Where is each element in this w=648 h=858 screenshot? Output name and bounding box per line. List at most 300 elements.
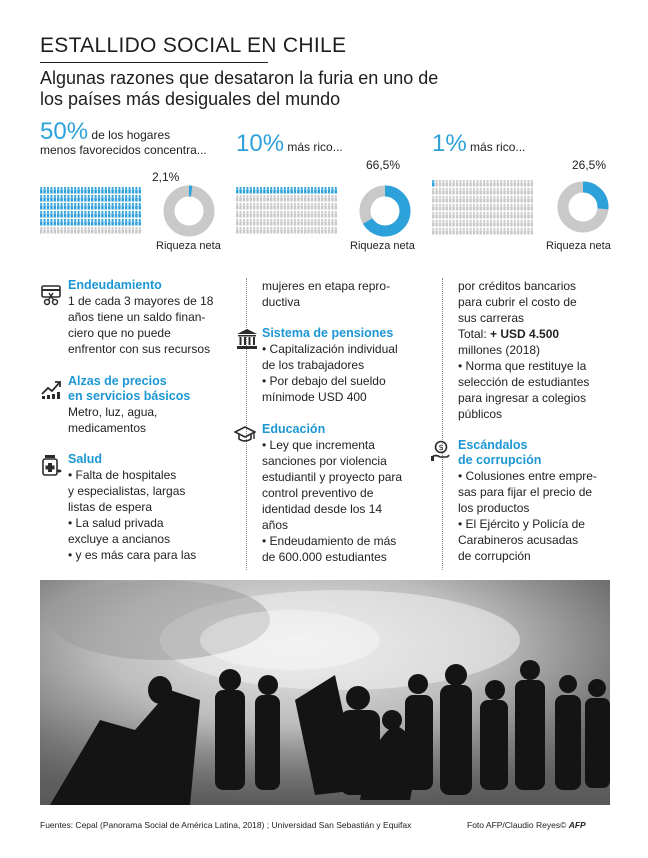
person-icon [115,203,117,210]
person-icon [304,203,306,210]
person-icon [446,180,448,187]
person-icon [135,203,137,210]
person-icon [500,204,502,211]
person-icon [40,211,42,218]
person-icon [260,227,262,234]
person-icon [60,187,62,194]
person-icon [256,211,258,218]
person-icon [435,228,437,235]
person-icon [490,196,492,203]
person-icon [311,203,313,210]
text-line: listas de espera [68,500,153,514]
person-icon [101,227,103,234]
person-icon [273,187,275,194]
person-icon [446,188,448,195]
person-icon [463,228,465,235]
text-line: de corrupción [458,549,531,563]
person-icon [483,180,485,187]
person-icon [267,187,269,194]
page-subtitle: Algunas razones que desataron la furia en uno de los países más desiguales del mundo [40,68,439,109]
person-icon [456,220,458,227]
person-icon [105,227,107,234]
person-icon [328,195,330,202]
text-line: sanciones por violencia [262,454,387,468]
person-icon [260,195,262,202]
person-icon [476,228,478,235]
person-icon [527,212,529,219]
person-icon [88,219,90,226]
person-icon [301,227,303,234]
person-icon [432,180,434,187]
person-icon [527,188,529,195]
person-icon [128,195,130,202]
person-icon [311,195,313,202]
person-icon [493,180,495,187]
person-icon [497,228,499,235]
person-icon [139,195,141,202]
person-icon [321,211,323,218]
text-line: para cubrir el costo de [458,295,577,309]
person-icon [74,211,76,218]
person-icon [81,195,83,202]
person-icon [91,187,93,194]
person-icon [473,220,475,227]
text-line: enfrentor con sus recursos [68,342,211,356]
person-icon [277,211,279,218]
person-icon [263,227,265,234]
person-icon [277,203,279,210]
person-icon [74,187,76,194]
person-icon [43,187,45,194]
person-icon [439,204,441,211]
person-icon [435,180,437,187]
person-icon [527,220,529,227]
person-icon [115,227,117,234]
person-icon [483,196,485,203]
person-icon [439,212,441,219]
person-icon [290,227,292,234]
person-icon [108,211,110,218]
person-icon [446,212,448,219]
person-icon [139,187,141,194]
person-icon [321,227,323,234]
person-icon [256,227,258,234]
person-icon [301,187,303,194]
person-icon [524,220,526,227]
person-icon [469,196,471,203]
person-icon [243,227,245,234]
person-icon [459,212,461,219]
text-line: años tiene un saldo finan- [68,310,206,324]
person-icon [43,203,45,210]
person-icon [324,195,326,202]
person-icon [517,180,519,187]
person-icon [510,196,512,203]
text-line: sus carreras [458,311,525,325]
person-icon [111,219,113,226]
stat-richest-10 [236,130,386,157]
person-icon [483,204,485,211]
person-icon [125,211,127,218]
person-icon [500,212,502,219]
escandalos-heading-1: Escándalos [458,438,528,452]
person-icon [466,220,468,227]
text-line: mujeres en etapa repro- [262,279,391,293]
person-icon [500,180,502,187]
person-icon [459,196,461,203]
person-icon [81,187,83,194]
person-icon [520,188,522,195]
person-icon [466,196,468,203]
person-icon [473,204,475,211]
person-icon [77,211,79,218]
text-line: para ingresar a colegios [458,391,587,405]
person-icon [514,220,516,227]
person-icon [297,203,299,210]
person-icon [91,195,93,202]
person-icon [236,187,238,194]
person-icon [490,204,492,211]
stat-text1: de los hogares [91,128,171,142]
person-icon [71,195,73,202]
person-icon [128,203,130,210]
person-icon [507,220,509,227]
person-icon [531,196,533,203]
person-icon [524,212,526,219]
person-icon [497,188,499,195]
person-icon [108,227,110,234]
person-icon [60,211,62,218]
text-line: de 600.000 estudiantes [262,550,387,564]
person-icon [514,212,516,219]
person-icon [88,211,90,218]
person-icon [476,212,478,219]
person-icon [128,211,130,218]
person-icon [297,219,299,226]
person-icon [267,211,269,218]
person-icon [314,203,316,210]
person-icon [517,188,519,195]
person-icon [510,188,512,195]
person-icon [94,187,96,194]
person-icon [493,228,495,235]
person-icon [260,203,262,210]
person-icon [284,227,286,234]
person-icon [514,196,516,203]
donut-2 [358,184,412,238]
person-icon [50,227,52,234]
person-icon [449,212,451,219]
person-icon [253,195,255,202]
person-icon [91,227,93,234]
person-icon [105,195,107,202]
person-icon [273,219,275,226]
person-icon [118,219,120,226]
person-icon [139,203,141,210]
person-icon [328,203,330,210]
text-line: selección de estudiantes [458,375,590,389]
donut-background [169,191,209,231]
person-icon [132,219,134,226]
person-icon [469,220,471,227]
person-icon [115,219,117,226]
person-icon [135,219,137,226]
person-icon [84,211,86,218]
person-icon [476,196,478,203]
person-icon [318,187,320,194]
person-icon [40,195,42,202]
person-icon [128,219,130,226]
escandalos-heading-2: de corrupción [458,453,542,467]
total-value: + USD 4.500 [490,327,560,341]
person-icon [246,203,248,210]
person-icon [84,187,86,194]
person-icon [432,196,434,203]
person-icon [435,188,437,195]
person-icon [331,203,333,210]
person-icon [111,187,113,194]
person-icon [270,187,272,194]
person-icon [128,187,130,194]
person-icon [64,187,66,194]
person-icon [135,187,137,194]
person-icon [236,227,238,234]
person-icon [40,187,42,194]
person-icon [280,219,282,226]
person-icon [57,187,59,194]
copyright-symbol: © [560,820,567,830]
person-icon [236,219,238,226]
person-icon [442,228,444,235]
person-icon [253,211,255,218]
person-icon [324,227,326,234]
person-icon [132,187,134,194]
person-icon [94,219,96,226]
person-icon [524,180,526,187]
person-icon [246,227,248,234]
person-icon [50,211,52,218]
people-grid-3 [432,180,542,235]
person-icon [280,195,282,202]
text-line: por créditos bancarios [458,279,577,293]
person-icon [304,227,306,234]
person-icon [480,212,482,219]
person-icon [311,227,313,234]
text-line: y especialistas, largas [68,484,186,498]
person-icon [486,188,488,195]
person-icon [47,195,49,202]
bank-pension-icon [236,328,258,350]
person-icon [294,187,296,194]
person-icon [480,228,482,235]
person-icon [507,180,509,187]
person-icon [311,219,313,226]
person-icon [442,212,444,219]
person-icon [239,227,241,234]
person-icon [132,203,134,210]
person-icon [88,195,90,202]
person-icon [67,203,69,210]
person-icon [81,219,83,226]
person-icon [503,212,505,219]
person-icon [135,211,137,218]
person-icon [328,187,330,194]
person-icon [527,228,529,235]
person-icon [115,211,117,218]
person-icon [517,204,519,211]
person-icon [94,195,96,202]
text-line: identidad desde los 14 [262,502,383,516]
person-icon [47,203,49,210]
person-icon [236,195,238,202]
person-icon [57,227,59,234]
text-line: millones (2018) [458,343,541,357]
person-icon [43,219,45,226]
person-icon [125,219,127,226]
person-icon [47,187,49,194]
person-icon [270,203,272,210]
text-line: años [262,518,289,532]
person-icon [81,227,83,234]
person-icon [456,196,458,203]
person-icon [466,212,468,219]
person-icon [290,211,292,218]
person-icon [263,203,265,210]
person-icon [520,220,522,227]
person-icon [108,187,110,194]
person-icon [500,220,502,227]
person-icon [94,211,96,218]
person-icon [125,187,127,194]
person-icon [290,203,292,210]
person-icon [314,195,316,202]
person-icon [503,228,505,235]
person-icon [335,195,337,202]
person-icon [270,227,272,234]
person-icon [480,180,482,187]
person-icon [290,219,292,226]
text-line: públicos [458,407,503,421]
person-icon [452,212,454,219]
person-icon [321,219,323,226]
text-line: medicamentos [68,421,147,435]
text-line: excluye a ancianos [68,532,171,546]
person-icon [111,227,113,234]
person-icon [263,195,265,202]
person-icon [469,212,471,219]
person-icon [331,219,333,226]
person-icon [452,220,454,227]
person-icon [47,227,49,234]
educacion-heading: Educación [262,422,326,436]
svg-text:$: $ [438,443,444,452]
person-icon [324,219,326,226]
person-icon [246,219,248,226]
person-icon [260,219,262,226]
person-icon [318,211,320,218]
person-icon [435,212,437,219]
person-icon [335,219,337,226]
person-icon [473,212,475,219]
person-icon [118,187,120,194]
person-icon [260,187,262,194]
person-icon [236,211,238,218]
person-icon [263,187,265,194]
person-icon [273,203,275,210]
person-icon [81,203,83,210]
stat-big: 10% [236,130,285,157]
person-icon [294,219,296,226]
person-icon [239,187,241,194]
person-icon [50,195,52,202]
person-icon [111,211,113,218]
text-line: 1 de cada 3 mayores de 18 [68,294,214,308]
person-icon [277,195,279,202]
afp-logo: AFP [568,820,586,830]
person-icon [311,211,313,218]
person-icon [108,195,110,202]
person-icon [43,195,45,202]
person-icon [122,203,124,210]
person-icon [456,228,458,235]
person-icon [246,211,248,218]
person-icon [98,227,100,234]
person-icon [466,180,468,187]
person-icon [50,187,52,194]
text-line: • Ley que incrementa [262,438,375,452]
person-icon [307,203,309,210]
text-line: de los trabajadores [262,358,365,372]
person-icon [503,220,505,227]
text-line: control preventivo de [262,486,374,500]
person-icon [463,212,465,219]
person-icon [118,211,120,218]
protest-silhouettes [40,580,610,805]
person-icon [301,203,303,210]
person-icon [459,188,461,195]
person-icon [527,196,529,203]
person-icon [331,211,333,218]
person-icon [284,187,286,194]
person-icon [490,180,492,187]
person-icon [500,196,502,203]
person-icon [81,211,83,218]
person-icon [297,211,299,218]
person-icon [74,227,76,234]
person-icon [98,195,100,202]
person-icon [493,188,495,195]
person-icon [284,195,286,202]
person-icon [483,228,485,235]
person-icon [57,203,59,210]
person-icon [287,219,289,226]
person-icon [304,211,306,218]
person-icon [524,228,526,235]
person-icon [446,228,448,235]
person-icon [486,204,488,211]
person-icon [280,227,282,234]
person-icon [280,187,282,194]
rising-chart-icon [40,378,62,400]
person-icon [50,203,52,210]
person-icon [267,219,269,226]
person-icon [473,188,475,195]
person-icon [250,227,252,234]
person-icon [67,219,69,226]
column-2 [262,278,447,564]
person-icon [57,195,59,202]
person-icon [531,220,533,227]
